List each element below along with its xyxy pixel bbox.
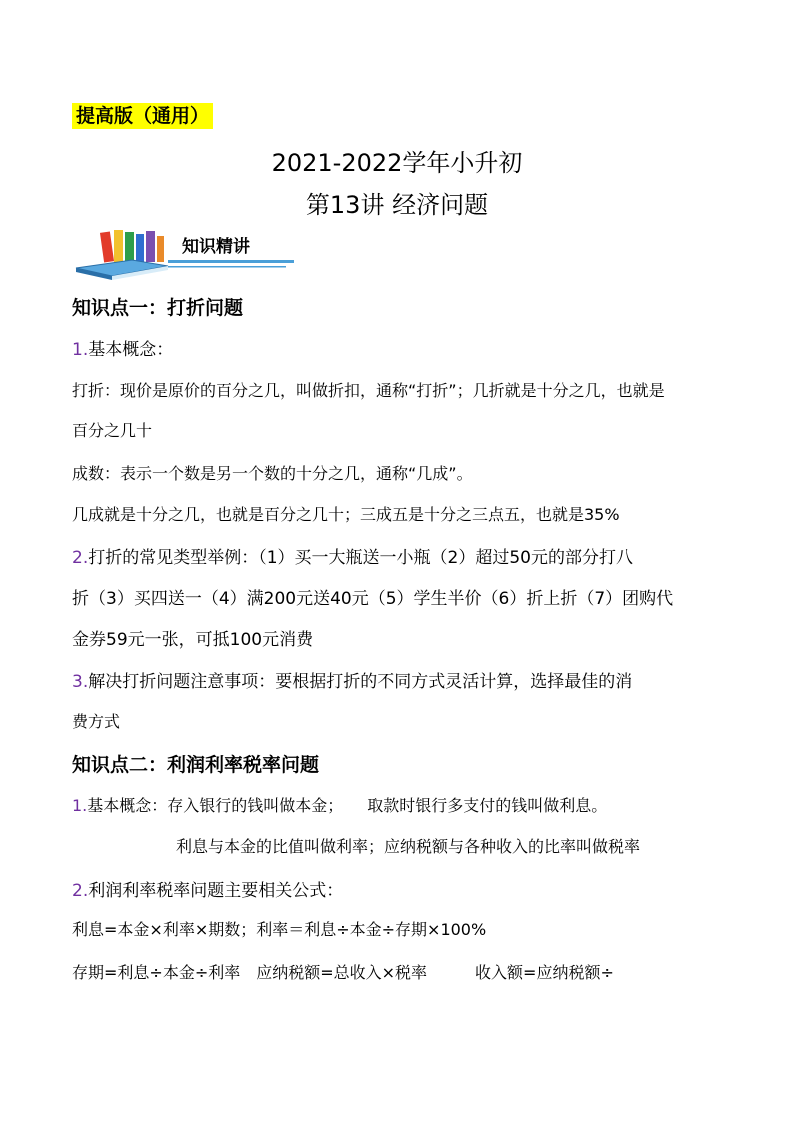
lesson-title: 第13讲 经济问题 [305,191,489,219]
s1-item3-line2: 费方式 [72,712,121,731]
section2-heading: 知识点二：利润利率税率问题 [72,754,320,776]
s1-item2-line3: 金券59元一张，可抵100元消费 [72,630,314,650]
s2-item2 [72,876,343,901]
s1-p2: 成数：表示一个数是另一个数的十分之几，通称“几成”。 [72,464,473,483]
edition-badge: 提高版（通用） [72,103,213,129]
banner-label: 知识精讲 [182,237,250,257]
s1-item3-line1 [72,667,632,692]
page-title: 2021-2022学年小升初 [271,149,523,177]
s2-item2-num: 2. [72,881,89,901]
s1-item1 [72,335,173,360]
s2-formula2: 存期=利息÷本金÷利率 应纳税额=总收入×税率 收入额=应纳税额÷ [72,963,614,982]
s1-item1-num: 1. [72,340,89,360]
s1-item2-num: 2. [72,548,89,568]
section1-heading: 知识点一：打折问题 [72,297,244,319]
s1-p1-line1: 打折：现价是原价的百分之几，叫做折扣，通称“打折”；几折就是十分之几，也就是 [72,381,665,400]
s1-item3-text1: 解决打折问题注意事项：要根据打折的不同方式灵活计算，选择最佳的消 [88,672,633,692]
s1-item2-line1 [72,543,633,568]
s1-item2-line2: 折（3）买四送一（4）满200元送40元（5）学生半价（6）折上折（7）团购代 [72,589,674,609]
s1-p1-line2: 百分之几十 [72,421,153,440]
s1-item2-text1: 打折的常见类型举例：（1）买一大瓶送一小瓶（2）超过50元的部分打八 [88,548,633,568]
s1-p3: 几成就是十分之几，也就是百分之几十；三成五是十分之三点五，也就是35% [72,505,620,524]
s2-formula1: 利息=本金×利率×期数；利率＝利息÷本金÷存期×100% [72,920,487,939]
s2-item1-num: 1. [72,796,88,815]
s2-item1-text1: 基本概念：存入银行的钱叫做本金； 取款时银行多支付的钱叫做利息。 [87,796,608,815]
s2-item2-label: 利润利率税率问题主要相关公式： [88,881,344,901]
s1-item3-num: 3. [72,672,89,692]
s1-item1-label: 基本概念： [88,340,174,360]
s2-item1-line1 [72,793,607,816]
s2-item1-line2: 利息与本金的比值叫做利率；应纳税额与各种收入的比率叫做税率 [176,837,641,856]
